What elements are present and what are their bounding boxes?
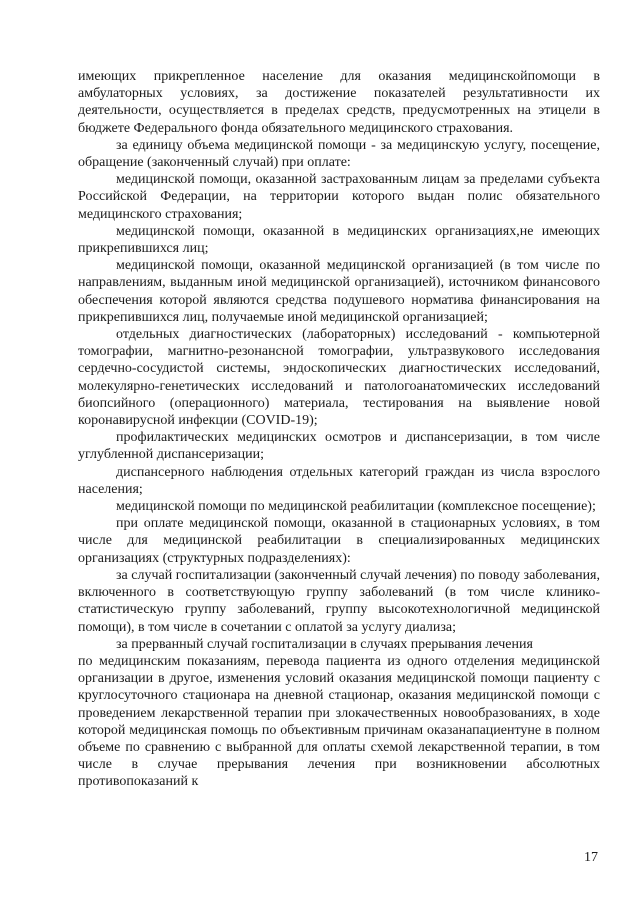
paragraph-7: профилактических медицинских осмотров и диспансеризации, в том числе углубленной диспансеризации; — [78, 430, 600, 463]
paragraph-3: медицинской помощи, оказанной застрахованным лицам за пределами субъекта Российской Федерации, на территории которого выдан полис обязательного медицинского страхования; — [78, 172, 600, 222]
page-number: 17 — [584, 850, 598, 865]
paragraph-1: имеющих прикрепленное население для оказания медицинскойпомощи в амбулаторных условиях, за достижение показателей результативности их деятельности, осуществляется в пределах средств, предусмотренных на этицели в бюджете Федерального фонда обязательного медицинского страхования. — [78, 69, 600, 136]
paragraph-13: по медицинским показаниям, перевода пациента из одного отделения медицинской организации в другое, изменения условий оказания медицинской помощи пациенту с круглосуточного стационара на дневной стационар, оказания медицинской помощи с проведением лекарственной терапии при злокачественных новообразованиях, в ходе которой медицинская помощь по объективным причинам оказанапациентуне в полном объеме по сравнению с выбранной для оплаты схемой лекарственной терапии, в том числе в случае прерывания лечения при возникновении абсолютных противопоказаний к — [78, 653, 600, 790]
paragraph-10: при оплате медицинской помощи, оказанной в стационарных условиях, в том числе для медицинской реабилитации в специализированных медицинских организациях (структурных подразделениях): — [78, 516, 600, 566]
paragraph-2: за единицу объема медицинской помощи - за медицинскую услугу, посещение, обращение (законченный случай) при оплате: — [78, 137, 600, 171]
paragraph-11: за случай госпитализации (законченный случай лечения) по поводу заболевания, включенного в соответствующую группу заболеваний (в том числе клинико-статистическую группу заболеваний, группу высокотехнологичной медицинской помощи), в том числе в сочетании с оплатой за услугу диализа; — [78, 567, 600, 635]
paragraph-6: отдельных диагностических (лабораторных) исследований - компьютерной томографии, магнитно-резонансной томографии, ультразвукового исследования сердечно-сосудистой системы, эндоскопических диагностических исследований, молекулярно-генетических исследований и патологоанатомических исследований биопсийного (операционного) материала, тестирования на выявление новой коронавирусной инфекции (COVID-19); — [78, 327, 600, 429]
paragraph-12: за прерванный случай госпитализации в случаях прерывания лечения — [116, 636, 533, 652]
paragraph-5: медицинской помощи, оказанной медицинской организацией (в том числе по направлениям, выданным иной медицинской организацией), источником финансового обеспечения которой являются средства подушевого норматива финансирования на прикрепившихся лиц, получаемые иной медицинской организацией; — [78, 258, 600, 325]
paragraph-4: медицинской помощи, оказанной в медицинских организациях,не имеющих прикрепившихся лиц; — [78, 223, 600, 257]
document-body — [78, 68, 600, 791]
paragraph-8: диспансерного наблюдения отдельных категорий граждан из числа взрослого населения; — [78, 464, 600, 497]
paragraph-9: медицинской помощи по медицинской реабилитации (комплексное посещение); — [116, 499, 596, 515]
